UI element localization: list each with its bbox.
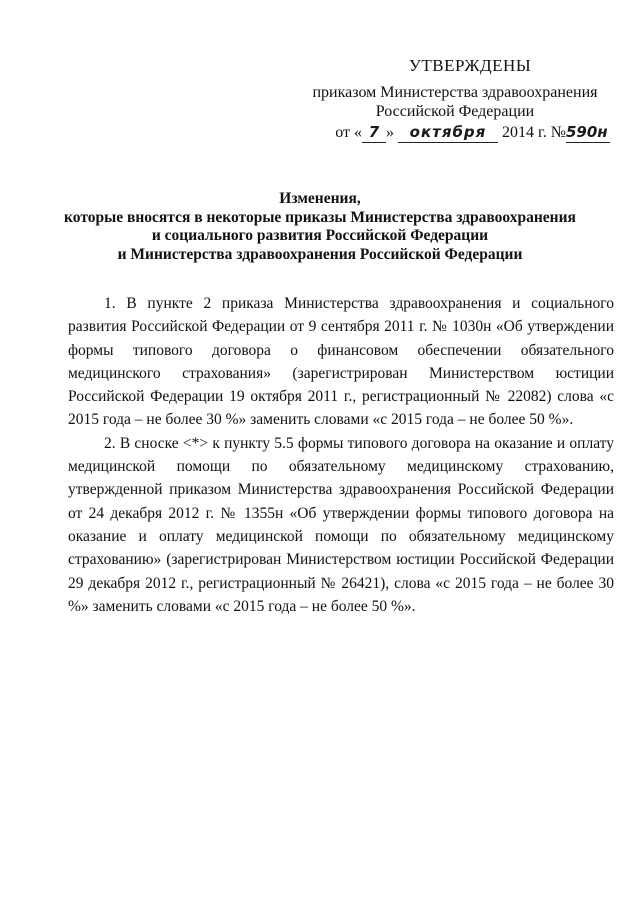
handwritten-order-number: 590н bbox=[566, 123, 610, 143]
heading-line-2: которые вносятся в некоторые приказы Министерства здравоохранения bbox=[64, 208, 576, 226]
approval-line-2: Российской Федерации bbox=[375, 103, 535, 120]
handwritten-day: 7 bbox=[362, 123, 386, 143]
heading-line-4: и Министерства здравоохранения Российской Федерации bbox=[117, 245, 523, 263]
year-text: 2014 г. № bbox=[501, 124, 566, 141]
date-prefix: от « bbox=[335, 124, 362, 141]
approval-block bbox=[300, 56, 610, 143]
document-body bbox=[68, 292, 614, 618]
approval-date-line bbox=[300, 123, 610, 143]
document-heading bbox=[60, 190, 580, 264]
date-mid: » bbox=[385, 124, 394, 141]
approval-title: УТВЕРЖДЕНЫ bbox=[408, 56, 532, 75]
approval-line-1: приказом Министерства здравоохранения bbox=[312, 84, 598, 101]
paragraph-2: 2. В сноске <*> к пункту 5.5 формы типового договора на оказание и оплату медицинской помощи по обязательному медицинскому страхованию, утвержденной приказом Министерства здравоохранения Российской Федерации от 24 декабря 2012 г. № 1355н «Об утверждении формы типового договора на оказание и оплату медицинской помощи по обязательному медицинскому страхованию» (зарегистрирован Министерством юстиции Российской Федерации 29 декабря 2012 г., регистрационный № 26421), слова «с 2015 года – не более 30 %» заменить словами «с 2015 года – не более 50 %». bbox=[68, 434, 614, 615]
paragraph-1: 1. В пункте 2 приказа Министерства здравоохранения и социального развития Российской Федерации от 9 сентября 2011 г. № 1030н «Об утверждении формы типового договора о финансовом обеспечении обязательного медицинского страхования» (зарегистрирован Министерством юстиции Российской Федерации 19 октября 2011 г., регистрационный № 22082) слова «с 2015 года – не более 30 %» заменить словами «с 2015 года – не более 50 %». bbox=[68, 295, 614, 429]
handwritten-month: октября bbox=[398, 123, 498, 143]
heading-line-3: и социального развития Российской Федерации bbox=[151, 227, 489, 244]
heading-line-1: Изменения, bbox=[279, 190, 361, 207]
